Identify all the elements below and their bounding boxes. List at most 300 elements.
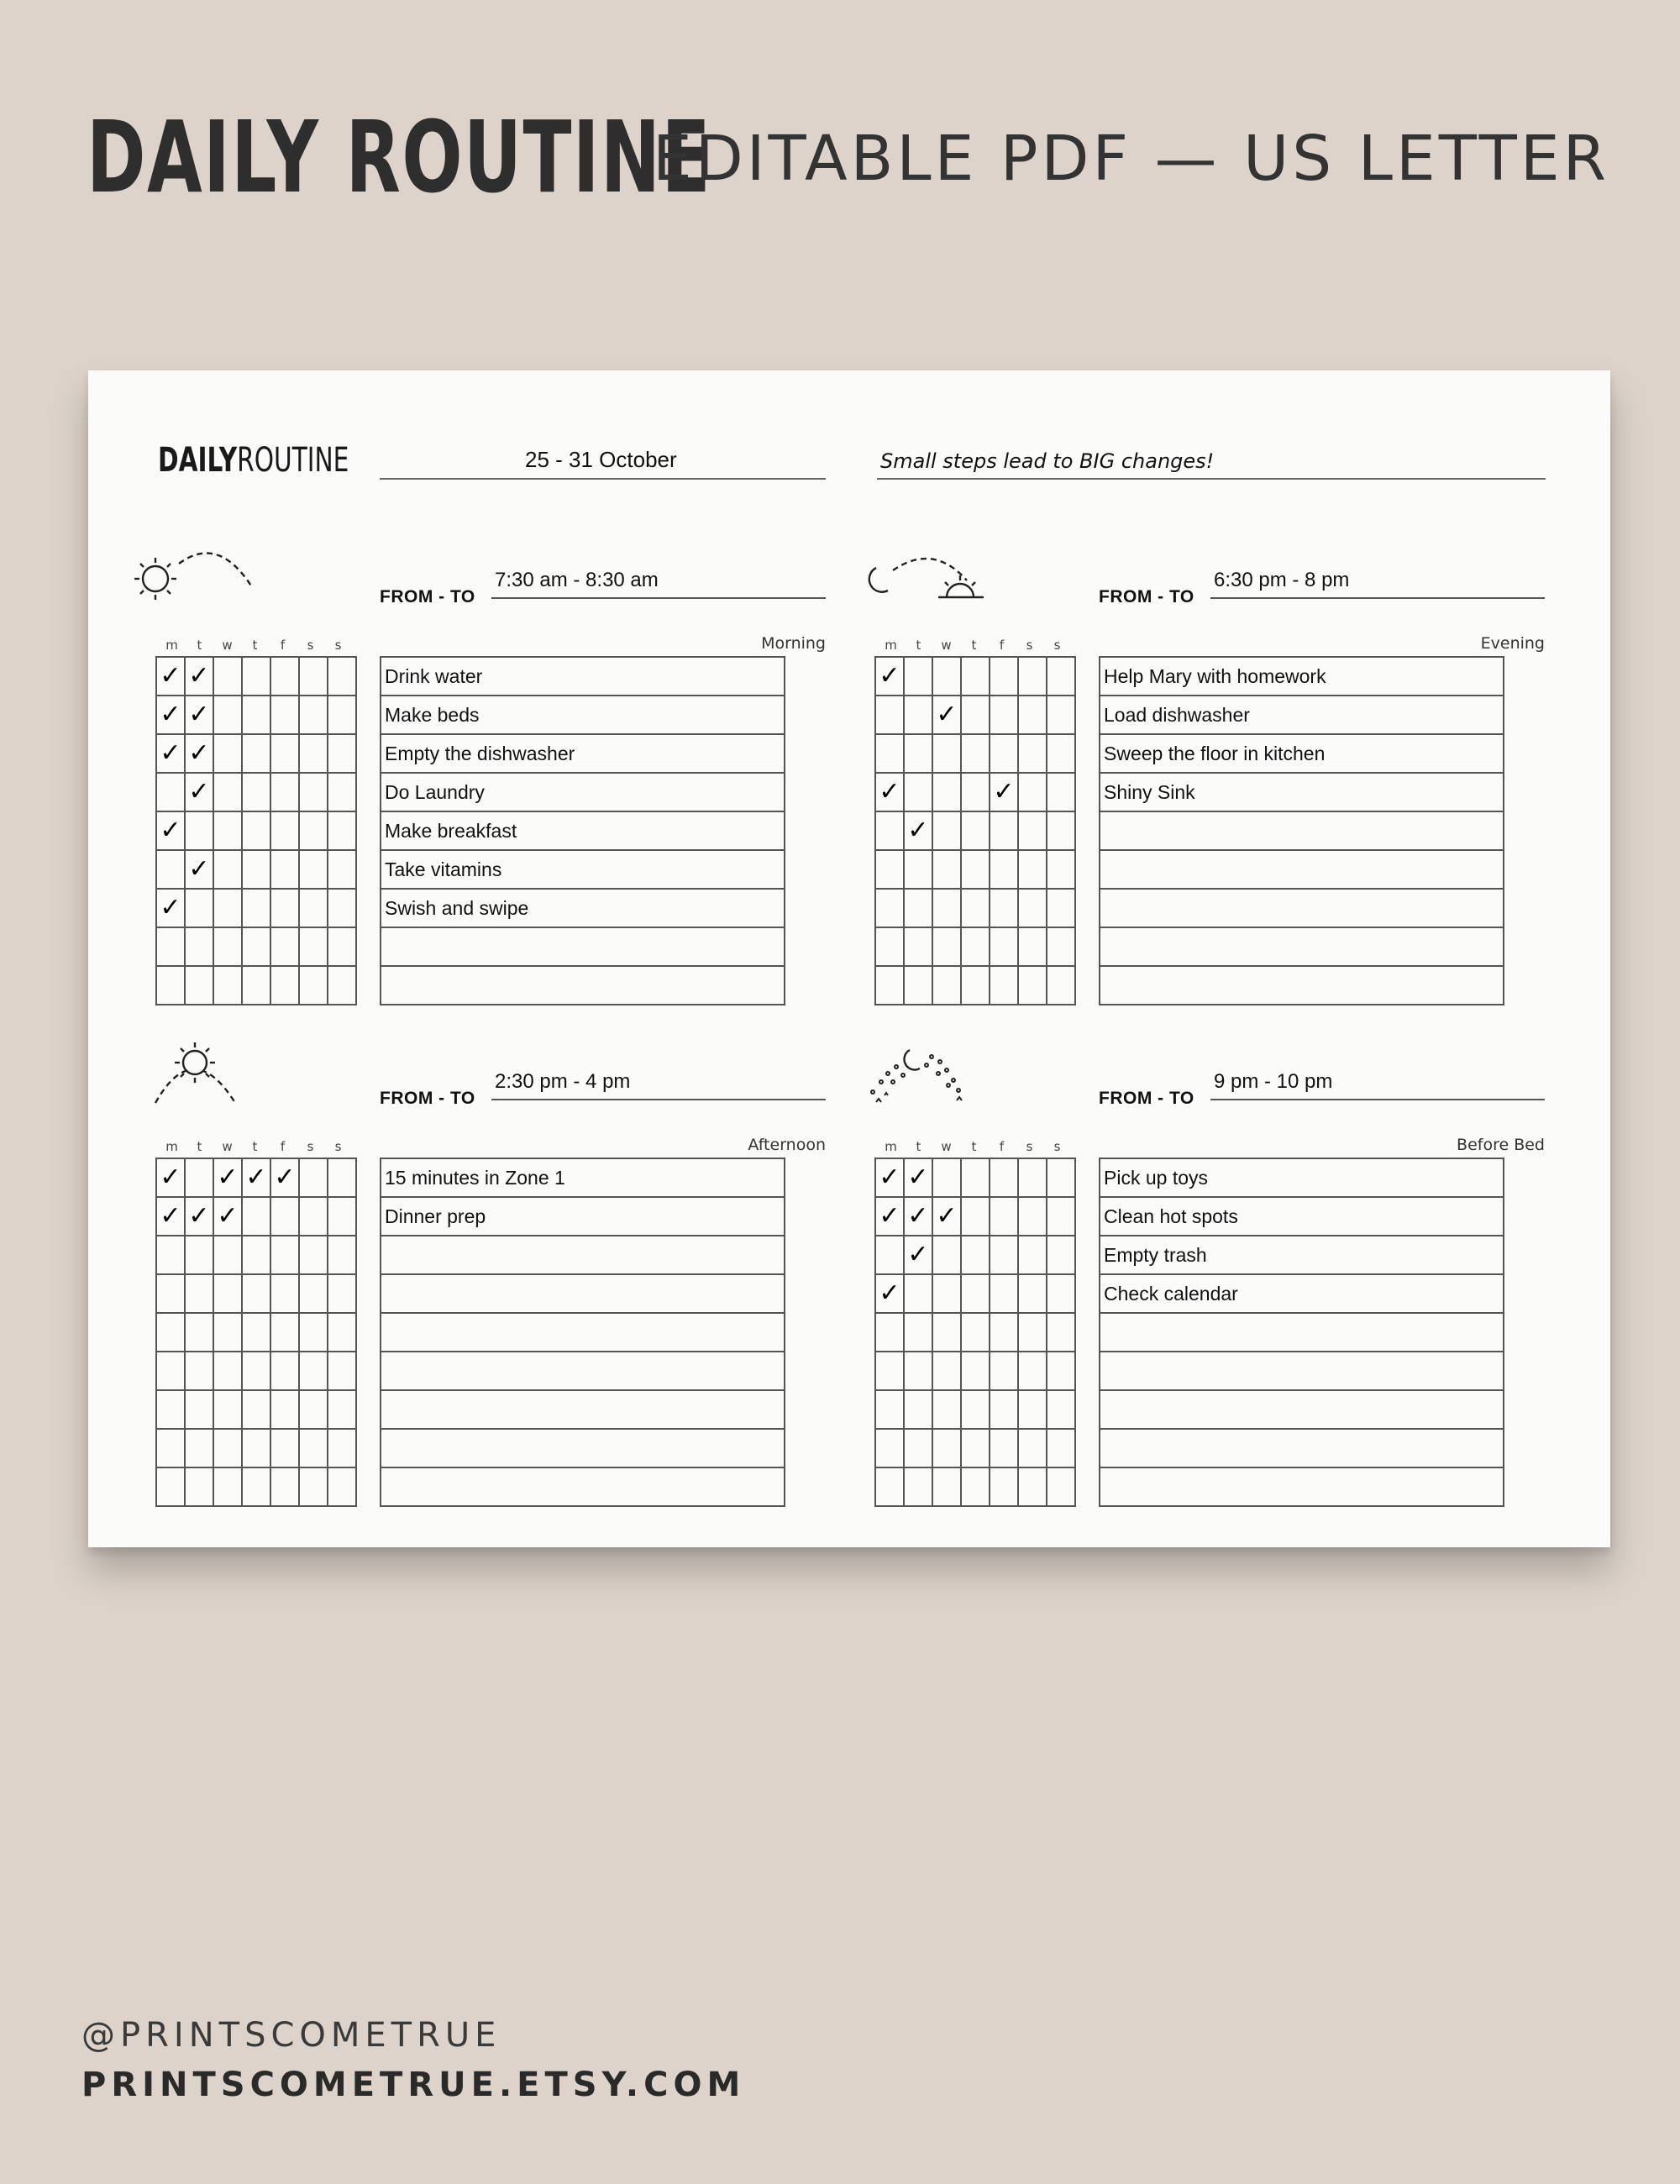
habit-checkbox[interactable] xyxy=(213,1236,242,1274)
habit-checkbox[interactable] xyxy=(270,1313,299,1352)
task-field[interactable]: Empty trash xyxy=(1100,1236,1504,1274)
habit-checkbox[interactable] xyxy=(875,1313,904,1352)
habit-checkbox[interactable] xyxy=(932,1274,961,1313)
habit-checkbox[interactable] xyxy=(156,850,185,889)
habit-checkbox[interactable] xyxy=(213,657,242,696)
day-letter: t xyxy=(916,1139,921,1154)
habit-checkbox[interactable] xyxy=(961,657,990,696)
task-field[interactable]: Check calendar xyxy=(1100,1274,1504,1313)
habit-checkbox[interactable] xyxy=(932,1429,961,1467)
task-field[interactable]: Drink water xyxy=(381,657,785,696)
habit-checkbox[interactable] xyxy=(1047,966,1075,1005)
task-field[interactable] xyxy=(381,1352,785,1390)
habit-checkbox[interactable] xyxy=(299,927,328,966)
habit-checkbox[interactable] xyxy=(875,1352,904,1390)
habit-checkbox[interactable] xyxy=(270,1274,299,1313)
habit-checkbox[interactable] xyxy=(156,734,185,773)
habit-checkbox[interactable] xyxy=(932,1236,961,1274)
task-field[interactable] xyxy=(381,1429,785,1467)
habit-checkbox[interactable] xyxy=(904,696,932,734)
habit-checkbox[interactable] xyxy=(1018,696,1047,734)
task-field[interactable] xyxy=(381,927,785,966)
habit-checkbox[interactable] xyxy=(875,850,904,889)
habit-checkbox[interactable] xyxy=(932,927,961,966)
habit-checkbox[interactable] xyxy=(299,1158,328,1197)
task-field[interactable]: Dinner prep xyxy=(381,1197,785,1236)
habit-checkbox[interactable] xyxy=(932,1197,961,1236)
time-field[interactable] xyxy=(491,1065,826,1100)
habit-checkbox[interactable] xyxy=(990,1390,1018,1429)
task-field[interactable]: Pick up toys xyxy=(1100,1158,1504,1197)
habit-checkbox[interactable] xyxy=(1047,1236,1075,1274)
habit-checkbox[interactable] xyxy=(328,1429,356,1467)
habit-checkbox[interactable] xyxy=(328,1313,356,1352)
habit-checkbox[interactable] xyxy=(961,696,990,734)
habit-checkbox[interactable] xyxy=(242,1390,270,1429)
habit-checkbox[interactable] xyxy=(961,1197,990,1236)
habit-checkbox[interactable] xyxy=(932,696,961,734)
habit-checkbox[interactable] xyxy=(270,966,299,1005)
habit-checkbox[interactable] xyxy=(242,811,270,850)
day-header xyxy=(877,1139,1072,1156)
habit-checkbox[interactable] xyxy=(328,1390,356,1429)
task-field[interactable] xyxy=(381,1467,785,1506)
habit-checkbox[interactable] xyxy=(932,1352,961,1390)
habit-checkbox[interactable] xyxy=(328,889,356,927)
habit-checkbox[interactable] xyxy=(990,850,1018,889)
habit-checkbox[interactable] xyxy=(213,1197,242,1236)
habit-checkbox[interactable] xyxy=(156,811,185,850)
habit-checkbox[interactable] xyxy=(904,1390,932,1429)
habit-checkbox[interactable] xyxy=(932,657,961,696)
task-field[interactable] xyxy=(1100,1390,1504,1429)
habit-checkbox[interactable] xyxy=(213,734,242,773)
habit-checkbox[interactable] xyxy=(1047,1158,1075,1197)
habit-checkbox[interactable] xyxy=(299,811,328,850)
habit-checkbox[interactable] xyxy=(961,889,990,927)
habit-checkbox[interactable] xyxy=(961,1390,990,1429)
habit-checkbox[interactable] xyxy=(270,889,299,927)
habit-checkbox[interactable] xyxy=(156,1274,185,1313)
habit-checkbox[interactable] xyxy=(961,1352,990,1390)
habit-checkbox[interactable] xyxy=(242,966,270,1005)
habit-checkbox[interactable] xyxy=(185,1390,213,1429)
habit-checkbox[interactable] xyxy=(328,1467,356,1506)
habit-checkbox[interactable] xyxy=(1018,773,1047,811)
task-field[interactable] xyxy=(381,1313,785,1352)
habit-checkbox[interactable] xyxy=(156,889,185,927)
habit-checkbox[interactable] xyxy=(932,811,961,850)
habit-checkbox[interactable] xyxy=(242,1158,270,1197)
habit-checkbox[interactable] xyxy=(185,927,213,966)
habit-checkbox[interactable] xyxy=(213,1467,242,1506)
time-field[interactable] xyxy=(491,564,826,599)
date-range-field[interactable] xyxy=(380,441,826,480)
habit-checkbox[interactable] xyxy=(875,811,904,850)
habit-checkbox[interactable] xyxy=(242,1429,270,1467)
habit-checkbox[interactable] xyxy=(270,1236,299,1274)
habit-checkbox[interactable] xyxy=(299,889,328,927)
task-field[interactable] xyxy=(1100,889,1504,927)
habit-checkbox[interactable] xyxy=(990,773,1018,811)
habit-checkbox[interactable] xyxy=(213,966,242,1005)
habit-checkbox[interactable] xyxy=(875,1467,904,1506)
habit-checkbox[interactable] xyxy=(242,850,270,889)
habit-checkbox[interactable] xyxy=(213,696,242,734)
task-field[interactable]: 15 minutes in Zone 1 xyxy=(381,1158,785,1197)
habit-checkbox[interactable] xyxy=(299,1467,328,1506)
habit-checkbox[interactable] xyxy=(904,850,932,889)
habit-checkbox[interactable] xyxy=(213,889,242,927)
habit-checkbox[interactable] xyxy=(990,1352,1018,1390)
habit-checkbox[interactable] xyxy=(213,773,242,811)
habit-checkbox[interactable] xyxy=(299,850,328,889)
habit-checkbox[interactable] xyxy=(875,1429,904,1467)
habit-checkbox[interactable] xyxy=(990,1429,1018,1467)
habit-checkbox[interactable] xyxy=(932,966,961,1005)
habit-checkbox[interactable] xyxy=(961,850,990,889)
habit-checkbox[interactable] xyxy=(299,1236,328,1274)
task-field[interactable]: Shiny Sink xyxy=(1100,773,1504,811)
habit-checkbox[interactable] xyxy=(1047,927,1075,966)
habit-checkbox[interactable] xyxy=(904,1467,932,1506)
habit-checkbox[interactable] xyxy=(1018,1352,1047,1390)
task-field[interactable]: Make breakfast xyxy=(381,811,785,850)
habit-checkbox[interactable] xyxy=(904,657,932,696)
habit-checkbox[interactable] xyxy=(932,889,961,927)
habit-checkbox[interactable] xyxy=(875,966,904,1005)
task-field[interactable]: Help Mary with homework xyxy=(1100,657,1504,696)
habit-checkbox[interactable] xyxy=(328,773,356,811)
habit-checkbox[interactable] xyxy=(1047,1429,1075,1467)
habit-checkbox[interactable] xyxy=(156,696,185,734)
habit-checkbox[interactable] xyxy=(185,889,213,927)
habit-checkbox[interactable] xyxy=(156,1236,185,1274)
habit-checkbox[interactable] xyxy=(299,1274,328,1313)
habit-checkbox[interactable] xyxy=(270,927,299,966)
habit-checkbox[interactable] xyxy=(185,1274,213,1313)
habit-checkbox[interactable] xyxy=(242,696,270,734)
habit-checkbox[interactable] xyxy=(1047,1390,1075,1429)
habit-checkbox[interactable] xyxy=(875,696,904,734)
habit-checkbox[interactable] xyxy=(875,773,904,811)
habit-checkbox[interactable] xyxy=(1047,1274,1075,1313)
habit-checkbox[interactable] xyxy=(1018,1158,1047,1197)
task-field[interactable] xyxy=(1100,811,1504,850)
habit-checkbox[interactable] xyxy=(961,1158,990,1197)
habit-checkbox[interactable] xyxy=(270,1197,299,1236)
habit-checkbox[interactable] xyxy=(299,1352,328,1390)
habit-checkbox[interactable] xyxy=(904,811,932,850)
habit-checkbox[interactable] xyxy=(270,850,299,889)
habit-checkbox[interactable] xyxy=(185,1236,213,1274)
habit-checkbox[interactable] xyxy=(185,1429,213,1467)
task-field[interactable]: Do Laundry xyxy=(381,773,785,811)
habit-checkbox[interactable] xyxy=(1047,1352,1075,1390)
habit-checkbox[interactable] xyxy=(156,1390,185,1429)
task-field[interactable] xyxy=(381,1390,785,1429)
footer-url[interactable]: PRINTSCOMETRUE.ETSY.COM xyxy=(81,2066,746,2104)
task-field[interactable]: Make beds xyxy=(381,696,785,734)
habit-checkbox[interactable] xyxy=(270,1467,299,1506)
habit-checkbox[interactable] xyxy=(270,811,299,850)
habit-checkbox[interactable] xyxy=(328,1197,356,1236)
habit-checkbox[interactable] xyxy=(185,1197,213,1236)
habit-checkbox[interactable] xyxy=(875,1236,904,1274)
habit-checkbox[interactable] xyxy=(875,927,904,966)
habit-checkbox[interactable] xyxy=(242,773,270,811)
day-letter: f xyxy=(280,638,286,653)
habit-checkbox[interactable] xyxy=(242,1236,270,1274)
habit-checkbox[interactable] xyxy=(875,1390,904,1429)
habit-checkbox[interactable] xyxy=(299,1313,328,1352)
habit-checkbox[interactable] xyxy=(904,1158,932,1197)
habit-checkbox[interactable] xyxy=(990,1197,1018,1236)
habit-checkbox[interactable] xyxy=(242,734,270,773)
habit-checkbox[interactable] xyxy=(1018,966,1047,1005)
task-field[interactable]: Take vitamins xyxy=(381,850,785,889)
habit-checkbox[interactable] xyxy=(990,657,1018,696)
habit-checkbox[interactable] xyxy=(961,966,990,1005)
habit-checkbox[interactable] xyxy=(213,1158,242,1197)
habit-checkbox[interactable] xyxy=(185,850,213,889)
habit-checkbox[interactable] xyxy=(185,773,213,811)
task-field[interactable] xyxy=(1100,1313,1504,1352)
habit-checkbox[interactable] xyxy=(1018,1467,1047,1506)
habit-checkbox[interactable] xyxy=(932,1158,961,1197)
habit-checkbox[interactable] xyxy=(990,696,1018,734)
habit-checkbox[interactable] xyxy=(156,773,185,811)
habit-checkbox[interactable] xyxy=(1047,889,1075,927)
task-row xyxy=(381,1429,785,1467)
habit-checkbox[interactable] xyxy=(242,1197,270,1236)
habit-checkbox[interactable] xyxy=(328,927,356,966)
habit-checkbox[interactable] xyxy=(156,1352,185,1390)
habit-checkbox[interactable] xyxy=(904,927,932,966)
habit-checkbox[interactable] xyxy=(242,927,270,966)
habit-checkbox[interactable] xyxy=(875,1197,904,1236)
habit-checkbox[interactable] xyxy=(270,1429,299,1467)
habit-checkbox[interactable] xyxy=(299,657,328,696)
habit-checkbox[interactable] xyxy=(932,773,961,811)
habit-checkbox[interactable] xyxy=(961,1313,990,1352)
task-field[interactable] xyxy=(1100,966,1504,1005)
habit-checkbox[interactable] xyxy=(1018,1313,1047,1352)
time-field[interactable] xyxy=(1210,1065,1545,1100)
habit-checkbox[interactable] xyxy=(961,773,990,811)
habit-checkbox[interactable] xyxy=(328,696,356,734)
habit-checkbox[interactable] xyxy=(185,657,213,696)
habit-checkbox[interactable] xyxy=(270,1352,299,1390)
task-field[interactable] xyxy=(1100,1352,1504,1390)
habit-checkbox[interactable] xyxy=(1018,657,1047,696)
habit-checkbox[interactable] xyxy=(213,1313,242,1352)
habit-checkbox[interactable] xyxy=(156,1158,185,1197)
habit-checkbox[interactable] xyxy=(904,1352,932,1390)
habit-checkbox[interactable] xyxy=(990,1236,1018,1274)
habit-checkbox[interactable] xyxy=(1018,1197,1047,1236)
habit-checkbox[interactable] xyxy=(961,927,990,966)
habit-checkbox[interactable] xyxy=(904,889,932,927)
habit-checkbox[interactable] xyxy=(1047,773,1075,811)
habit-checkbox[interactable] xyxy=(875,1274,904,1313)
habit-checkbox[interactable] xyxy=(213,850,242,889)
habit-checkbox[interactable] xyxy=(185,811,213,850)
task-field[interactable] xyxy=(381,1236,785,1274)
habit-checkbox[interactable] xyxy=(213,1274,242,1313)
habit-checkbox[interactable] xyxy=(904,1197,932,1236)
habit-checkbox[interactable] xyxy=(875,1158,904,1197)
habit-checkbox[interactable] xyxy=(242,657,270,696)
time-field[interactable] xyxy=(1210,564,1545,599)
quote-field[interactable] xyxy=(877,441,1546,480)
habit-checkbox[interactable] xyxy=(904,1429,932,1467)
habit-checkbox[interactable] xyxy=(213,1390,242,1429)
habit-checkbox[interactable] xyxy=(1018,850,1047,889)
habit-checkbox[interactable] xyxy=(1018,1429,1047,1467)
habit-checkbox[interactable] xyxy=(1047,1467,1075,1506)
habit-checkbox[interactable] xyxy=(299,734,328,773)
task-field[interactable] xyxy=(1100,1429,1504,1467)
habit-checkbox[interactable] xyxy=(156,1467,185,1506)
habit-checkbox[interactable] xyxy=(1047,696,1075,734)
habit-checkbox[interactable] xyxy=(961,811,990,850)
task-field[interactable]: Empty the dishwasher xyxy=(381,734,785,773)
habit-checkbox[interactable] xyxy=(242,1352,270,1390)
habit-checkbox[interactable] xyxy=(961,1236,990,1274)
habit-checkbox[interactable] xyxy=(990,734,1018,773)
task-field[interactable]: Load dishwasher xyxy=(1100,696,1504,734)
habit-checkbox[interactable] xyxy=(875,889,904,927)
habit-checkbox[interactable] xyxy=(961,734,990,773)
task-field[interactable] xyxy=(1100,927,1504,966)
habit-checkbox[interactable] xyxy=(213,1352,242,1390)
habit-checkbox[interactable] xyxy=(1018,1236,1047,1274)
check-row xyxy=(156,1429,356,1467)
task-field[interactable] xyxy=(381,1274,785,1313)
habit-checkbox[interactable] xyxy=(1018,734,1047,773)
task-field[interactable]: Clean hot spots xyxy=(1100,1197,1504,1236)
habit-checkbox[interactable] xyxy=(156,1429,185,1467)
habit-checkbox[interactable] xyxy=(156,927,185,966)
habit-checkbox[interactable] xyxy=(328,966,356,1005)
habit-checkbox[interactable] xyxy=(875,657,904,696)
habit-checkbox[interactable] xyxy=(1018,927,1047,966)
habit-checkbox[interactable] xyxy=(990,889,1018,927)
habit-checkbox[interactable] xyxy=(156,966,185,1005)
habit-checkbox[interactable] xyxy=(328,1236,356,1274)
habit-checkbox[interactable] xyxy=(1018,1390,1047,1429)
habit-checkbox[interactable] xyxy=(328,1274,356,1313)
habit-checkbox[interactable] xyxy=(299,966,328,1005)
habit-checkbox[interactable] xyxy=(213,811,242,850)
habit-checkbox[interactable] xyxy=(185,1467,213,1506)
habit-checkbox[interactable] xyxy=(990,811,1018,850)
habit-checkbox[interactable] xyxy=(328,734,356,773)
habit-checkbox[interactable] xyxy=(299,1390,328,1429)
habit-checkbox[interactable] xyxy=(904,734,932,773)
habit-checkbox[interactable] xyxy=(242,889,270,927)
habit-checkbox[interactable] xyxy=(1047,657,1075,696)
habit-checkbox[interactable] xyxy=(328,850,356,889)
habit-checkbox[interactable] xyxy=(1047,850,1075,889)
habit-checkbox[interactable] xyxy=(299,1429,328,1467)
habit-checkbox[interactable] xyxy=(270,1390,299,1429)
habit-checkbox[interactable] xyxy=(961,1467,990,1506)
habit-checkbox[interactable] xyxy=(1047,734,1075,773)
habit-checkbox[interactable] xyxy=(904,966,932,1005)
habit-checkbox[interactable] xyxy=(213,927,242,966)
habit-checkbox[interactable] xyxy=(328,1352,356,1390)
habit-checkbox[interactable] xyxy=(990,1274,1018,1313)
habit-checkbox[interactable] xyxy=(932,1390,961,1429)
habit-checkbox[interactable] xyxy=(932,1313,961,1352)
habit-checkbox[interactable] xyxy=(904,1236,932,1274)
habit-checkbox[interactable] xyxy=(932,1467,961,1506)
habit-checkbox[interactable] xyxy=(990,1467,1018,1506)
habit-checkbox[interactable] xyxy=(1018,811,1047,850)
task-field[interactable]: Sweep the floor in kitchen xyxy=(1100,734,1504,773)
habit-checkbox[interactable] xyxy=(185,1352,213,1390)
habit-checkbox[interactable] xyxy=(270,734,299,773)
habit-checkbox[interactable] xyxy=(242,1467,270,1506)
habit-checkbox[interactable] xyxy=(328,657,356,696)
habit-checkbox[interactable] xyxy=(961,1429,990,1467)
task-field[interactable]: Swish and swipe xyxy=(381,889,785,927)
habit-checkbox[interactable] xyxy=(299,773,328,811)
habit-checkbox[interactable] xyxy=(990,1158,1018,1197)
habit-checkbox[interactable] xyxy=(185,734,213,773)
habit-checkbox[interactable] xyxy=(185,696,213,734)
habit-checkbox[interactable] xyxy=(1018,889,1047,927)
habit-checkbox[interactable] xyxy=(242,1274,270,1313)
habit-checkbox[interactable] xyxy=(961,1274,990,1313)
habit-checkbox[interactable] xyxy=(904,1274,932,1313)
task-field[interactable] xyxy=(1100,1467,1504,1506)
habit-checkbox[interactable] xyxy=(1047,1313,1075,1352)
habit-checkbox[interactable] xyxy=(185,1158,213,1197)
habit-checkbox[interactable] xyxy=(932,734,961,773)
habit-checkbox[interactable] xyxy=(213,1429,242,1467)
habit-checkbox[interactable] xyxy=(932,850,961,889)
habit-checkbox[interactable] xyxy=(242,1313,270,1352)
habit-checkbox[interactable] xyxy=(270,773,299,811)
habit-checkbox[interactable] xyxy=(270,657,299,696)
habit-checkbox[interactable] xyxy=(328,1158,356,1197)
habit-checkbox[interactable] xyxy=(156,1313,185,1352)
habit-checkbox[interactable] xyxy=(1018,1274,1047,1313)
habit-checkbox[interactable] xyxy=(299,1197,328,1236)
habit-checkbox[interactable] xyxy=(328,811,356,850)
habit-checkbox[interactable] xyxy=(299,696,328,734)
habit-checkbox[interactable] xyxy=(1047,1197,1075,1236)
habit-checkbox[interactable] xyxy=(990,927,1018,966)
task-field[interactable] xyxy=(381,966,785,1005)
habit-checkbox[interactable] xyxy=(875,734,904,773)
habit-checkbox[interactable] xyxy=(1047,811,1075,850)
habit-checkbox[interactable] xyxy=(156,1197,185,1236)
habit-checkbox[interactable] xyxy=(904,773,932,811)
habit-checkbox[interactable] xyxy=(990,1313,1018,1352)
habit-checkbox[interactable] xyxy=(270,696,299,734)
habit-checkbox[interactable] xyxy=(185,966,213,1005)
habit-checkbox[interactable] xyxy=(156,657,185,696)
task-field[interactable] xyxy=(1100,850,1504,889)
habit-checkbox[interactable] xyxy=(990,966,1018,1005)
habit-checkbox[interactable] xyxy=(270,1158,299,1197)
habit-checkbox[interactable] xyxy=(185,1313,213,1352)
habit-checkbox[interactable] xyxy=(904,1313,932,1352)
